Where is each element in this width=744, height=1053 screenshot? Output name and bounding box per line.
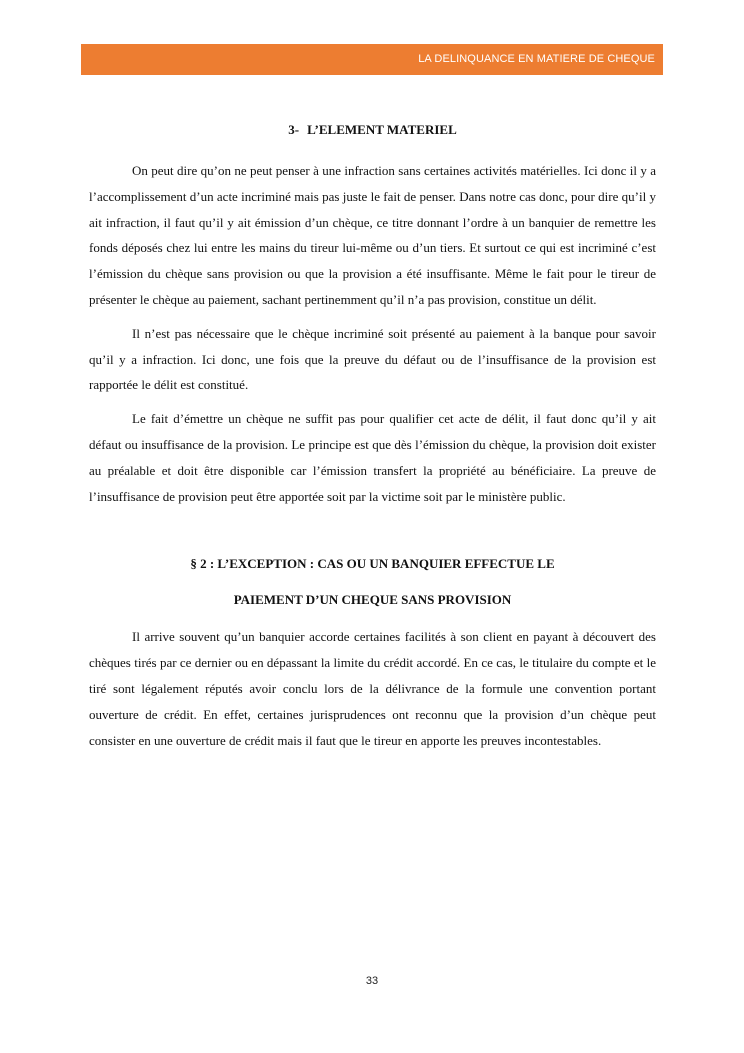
body-paragraph: Le fait d’émettre un chèque ne suffit pas pour qualifier cet acte de délit, il faut donc qu’il y ait défaut ou insuffisance de la provision. Le principe est que dès l’émission du chèque, la provision doit exister au préalable et doit être disponible car l’émission transfert la propriété au bénéficiaire. La preuve de l’insuffisance de provision peut être apportée soit par la victime soit par le ministère public. bbox=[89, 411, 656, 504]
running-header-bar bbox=[81, 44, 663, 75]
page-number: 33 bbox=[365, 975, 379, 987]
running-header-title: LA DELINQUANCE EN MATIERE DE CHEQUE bbox=[418, 53, 655, 65]
body-paragraph: Il n’est pas nécessaire que le chèque incriminé soit présenté au paiement à la banque pour savoir qu’il y a infraction. Ici donc, une fois que la preuve du défaut ou de l’insuffisance de la provision est rapportée le délit est constitué. bbox=[89, 325, 656, 393]
section-number: 3- bbox=[288, 122, 300, 137]
chapter-heading-line-2: PAIEMENT D’UN CHEQUE SANS PROVISION bbox=[233, 592, 512, 608]
page-content bbox=[89, 120, 656, 761]
body-paragraph: On peut dire qu’on ne peut penser à une infraction sans certaines activités matérielles. Ici donc il y a l’accomplissement d’un acte incriminé mais pas juste le fait de penser. Dans notre cas donc, pour dire qu’il y ait infraction, il faut qu’il y ait émission d’un chèque, ce titre donnant l’ordre à un banquier de remettre les fonds déposés chez lui entre les mains du tireur lui-même ou d’un tiers. Et surtout ce qui est incriminé c’est l’émission du chèque sans provision ou que la provision a été insuffisante. Même le fait pour le tireur de présenter le chèque au paiement, sachant pertinemment qu’il n’a pas provision, constitue un délit. bbox=[89, 163, 656, 307]
body-paragraph: Il arrive souvent qu’un banquier accorde certaines facilités à son client en payant à découvert des chèques tirés par ce dernier ou en dépassant la limite du crédit accordé. En ce cas, le titulaire du compte et le tiré sont légalement réputés avoir conclu lors de la délivrance de la formule une convention portant ouverture de crédit. En effet, certaines jurisprudences ont reconnu que la provision d’un chèque peut consister en une ouverture de crédit mais il faut que le tireur en apporte les preuves incontestables. bbox=[89, 629, 656, 748]
section-title: L’ELEMENT MATERIEL bbox=[307, 122, 457, 137]
section-heading bbox=[89, 120, 656, 140]
chapter-heading-line-1: § 2 : L’EXCEPTION : CAS OU UN BANQUIER EFFECTUE LE bbox=[190, 556, 555, 572]
